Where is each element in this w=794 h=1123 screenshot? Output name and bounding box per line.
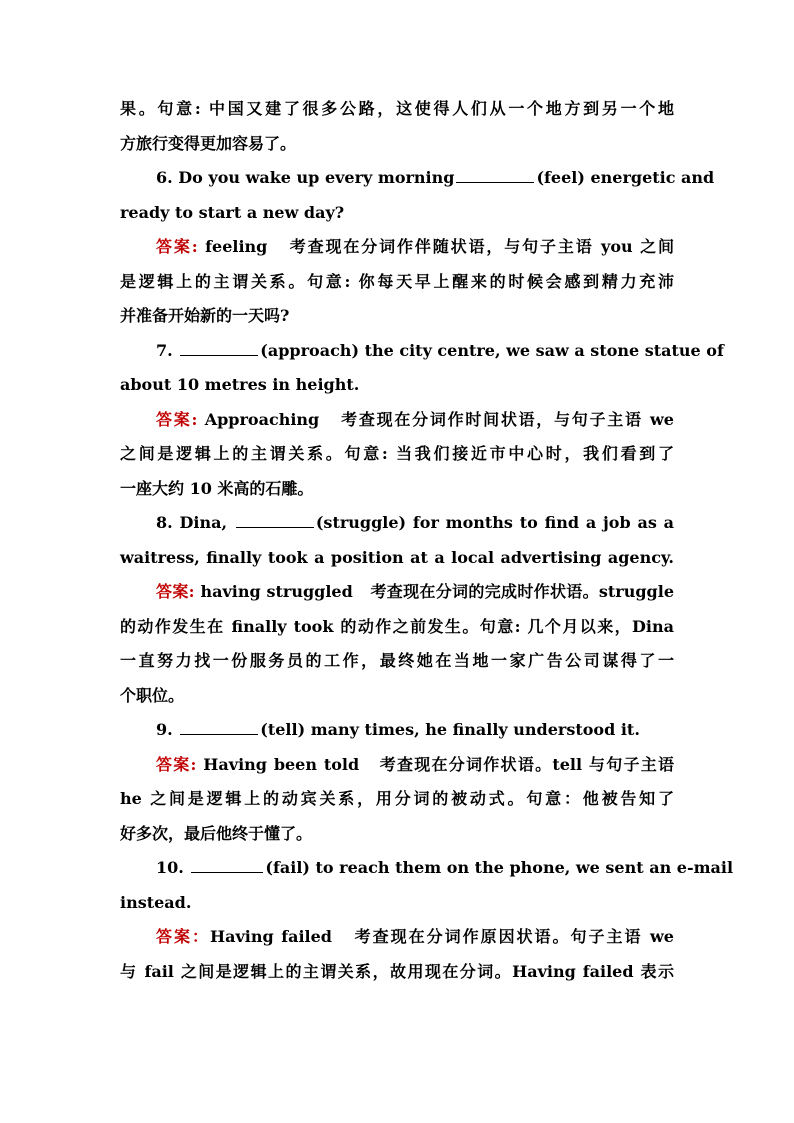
answer-blank: [456, 181, 534, 183]
explanation-text: 考查现在分词的完成时作状语。struggle: [370, 582, 674, 601]
question-number: 6.: [156, 168, 173, 187]
document-page: [120, 92, 734, 989]
answer-7-line-2: 之间是逻辑上的主谓关系。句意: 当我们接近市中心时，我们看到了: [120, 444, 674, 463]
question-text: (feel) energetic and: [536, 168, 715, 187]
intro-line-1: 果。句意: 中国又建了很多公路，这使得人们从一个地方到另一个地: [120, 99, 674, 118]
answer-value: having struggled: [200, 582, 353, 601]
intro-line-2: 方旅行变得更加容易了。: [120, 133, 297, 153]
answer-value: feeling: [205, 237, 268, 256]
answer-blank: [191, 871, 263, 873]
question-text: (fail) to reach them on the phone, we sent an e-mail: [265, 858, 734, 877]
answer-7: [120, 403, 674, 438]
answer-8-line-4: 个职位。: [120, 685, 185, 705]
question-number: 10.: [156, 858, 184, 877]
answer-blank: [180, 354, 258, 356]
explanation-text: 考查现在分词作状语。tell 与句子主语: [379, 754, 674, 774]
question-7: [120, 334, 724, 369]
answer-9-line-2: he 之间是逻辑上的动宾关系，用分词的被动式。句意：他被告知了: [120, 789, 674, 808]
question-number: 9.: [156, 720, 173, 739]
answer-label: 答案:: [156, 237, 198, 256]
question-number: 7.: [156, 340, 173, 360]
answer-9: [120, 748, 674, 783]
answer-8-line-2: 的动作发生在 finally took 的动作之前发生。句意: 几个月以来，Dina: [120, 616, 674, 636]
question-text: (struggle) for months to find a job as a: [315, 513, 675, 532]
question-text: Do you wake up every morning: [178, 168, 455, 187]
answer-blank: [236, 526, 314, 528]
question-9: [120, 713, 674, 748]
answer-value: Having been told: [203, 754, 360, 774]
answer-10: [120, 920, 674, 955]
answer-label: 答案:: [156, 582, 195, 601]
answer-6-line-2: 是逻辑上的主谓关系。句意: 你每天早上醒来的时候会感到精力充沛: [120, 271, 674, 291]
answer-8-line-3: 一直努力找一份服务员的工作，最终她在当地一家广告公司谋得了一: [120, 651, 674, 670]
question-10-line-2: instead.: [120, 892, 192, 912]
question-text: Dina,: [179, 513, 228, 532]
question-text: (approach) the city centre, we saw a stone statue of: [260, 340, 724, 360]
answer-8: [120, 575, 674, 610]
answer-value: Having failed: [209, 927, 332, 946]
answer-label: 答案:: [156, 409, 198, 429]
answer-7-line-3: 一座大约 10 米高的石雕。: [120, 478, 314, 498]
question-7-line-2: about 10 metres in height.: [120, 375, 360, 394]
explanation-text: 考查现在分词作时间状语，与句子主语 we: [341, 409, 674, 429]
answer-6-line-3: 并准备开始新的一天吗?: [120, 306, 290, 325]
explanation-text: 考查现在分词作伴随状语，与句子主语 you 之间: [289, 237, 674, 256]
answer-label: 答案:: [156, 754, 197, 774]
answer-label: 答案：: [156, 927, 210, 946]
question-6-line-2: ready to start a new day?: [120, 202, 345, 222]
question-text: (tell) many times, he finally understood it.: [260, 720, 640, 739]
answer-value: Approaching: [204, 409, 320, 429]
question-8-line-2: waitress, finally took a position at a local advertising agency.: [120, 547, 674, 567]
answer-blank: [180, 733, 258, 735]
question-8: [120, 506, 674, 541]
question-10: [120, 851, 734, 886]
answer-9-line-3: 好多次，最后他终于懂了。: [120, 823, 313, 843]
answer-6: [120, 230, 674, 265]
question-6: [120, 161, 715, 196]
question-number: 8.: [156, 513, 173, 532]
answer-10-line-2: 与 fail 之间是逻辑上的主谓关系，故用现在分词。Having failed 表示: [120, 961, 674, 981]
explanation-text: 考查现在分词作原因状语。句子主语 we: [354, 927, 674, 946]
